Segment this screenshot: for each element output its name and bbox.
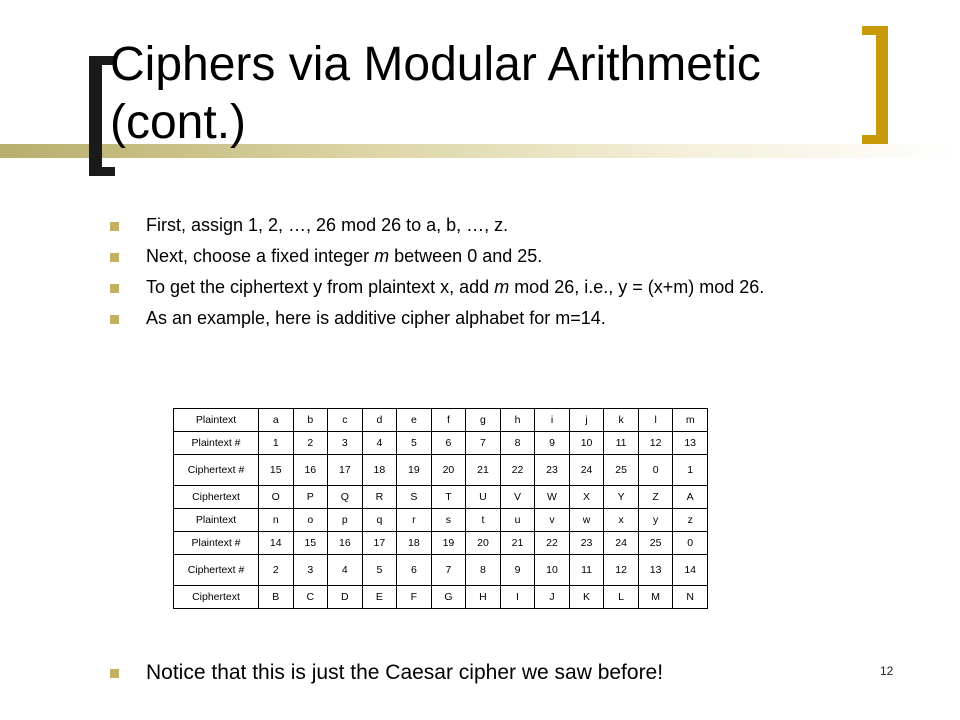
table-cell: R [362, 486, 397, 509]
square-bullet-icon [110, 284, 119, 293]
table-cell: P [293, 486, 328, 509]
table-row [174, 509, 708, 532]
table-cell: 24 [604, 532, 639, 555]
bullet-item [110, 274, 900, 301]
table-cell: M [638, 586, 673, 609]
table-cell: f [431, 409, 466, 432]
row-header-cell: Ciphertext # [174, 455, 259, 486]
table-cell: N [673, 586, 708, 609]
table-row [174, 532, 708, 555]
table-cell: C [293, 586, 328, 609]
table-cell: e [397, 409, 432, 432]
table-cell: 12 [604, 555, 639, 586]
table-cell: A [673, 486, 708, 509]
table-cell: q [362, 509, 397, 532]
table-cell: 3 [293, 555, 328, 586]
table-row [174, 455, 708, 486]
table-cell: 14 [673, 555, 708, 586]
table-cell: Z [638, 486, 673, 509]
table-cell: 9 [535, 432, 570, 455]
table-cell: 23 [569, 532, 604, 555]
table-cell: S [397, 486, 432, 509]
table-cell: 3 [328, 432, 363, 455]
table-cell: i [535, 409, 570, 432]
table-cell: O [259, 486, 294, 509]
table-cell: x [604, 509, 639, 532]
table-cell: 6 [431, 432, 466, 455]
bullet-text: First, assign 1, 2, …, 26 mod 26 to a, b, …, z. [146, 215, 509, 235]
table-cell: 17 [328, 455, 363, 486]
table-cell: E [362, 586, 397, 609]
row-header-cell: Plaintext [174, 409, 259, 432]
bullet-text-variable: m [374, 246, 390, 266]
table-cell: 10 [535, 555, 570, 586]
table-cell: 18 [362, 455, 397, 486]
row-header-cell: Ciphertext [174, 586, 259, 609]
bullet-item [110, 305, 900, 332]
table-cell: 4 [362, 432, 397, 455]
bullet-item [110, 212, 900, 239]
table-cell: 5 [362, 555, 397, 586]
table-cell: l [638, 409, 673, 432]
table-cell: 12 [638, 432, 673, 455]
table-cell: s [431, 509, 466, 532]
bullet-text-pre: Next, choose a fixed integer [146, 246, 375, 266]
table-cell: 23 [535, 455, 570, 486]
notice-bullet [110, 659, 846, 687]
table-cell: Q [328, 486, 363, 509]
table-cell: 7 [431, 555, 466, 586]
table-cell: H [466, 586, 501, 609]
bullet-text-post: mod 26, i.e., y = (x+m) mod 26. [509, 277, 765, 297]
table-cell: 16 [328, 532, 363, 555]
table-cell: b [293, 409, 328, 432]
table-cell: D [328, 586, 363, 609]
table-cell: 10 [569, 432, 604, 455]
table-cell: 13 [638, 555, 673, 586]
table-cell: h [500, 409, 535, 432]
bullet-list [110, 212, 900, 336]
table-cell: d [362, 409, 397, 432]
table-cell: 6 [397, 555, 432, 586]
square-bullet-icon [110, 253, 119, 262]
table-cell: 8 [500, 432, 535, 455]
table-cell: U [466, 486, 501, 509]
table-cell: 22 [500, 455, 535, 486]
table-cell: 17 [362, 532, 397, 555]
table-cell: o [293, 509, 328, 532]
table-cell: 13 [673, 432, 708, 455]
table-cell: G [431, 586, 466, 609]
row-header-cell: Ciphertext # [174, 555, 259, 586]
table-cell: 25 [638, 532, 673, 555]
table-cell: u [500, 509, 535, 532]
slide-title [110, 36, 850, 152]
square-bullet-icon [110, 222, 119, 231]
table-cell: B [259, 586, 294, 609]
table-cell: w [569, 509, 604, 532]
table-cell: 16 [293, 455, 328, 486]
table-cell: 15 [259, 455, 294, 486]
table-cell: t [466, 509, 501, 532]
page-number: 12 [880, 664, 894, 678]
table-cell: z [673, 509, 708, 532]
table-cell: 20 [431, 455, 466, 486]
table-cell: 8 [466, 555, 501, 586]
square-bullet-icon [110, 315, 119, 324]
table-cell: 5 [397, 432, 432, 455]
table-cell: j [569, 409, 604, 432]
table-cell: 22 [535, 532, 570, 555]
table-cell: 21 [500, 532, 535, 555]
table-cell: 11 [569, 555, 604, 586]
table-cell: 1 [673, 455, 708, 486]
table-cell: v [535, 509, 570, 532]
table-cell: L [604, 586, 639, 609]
table-cell: c [328, 409, 363, 432]
table-cell: 4 [328, 555, 363, 586]
table-cell: J [535, 586, 570, 609]
table-cell: I [500, 586, 535, 609]
slide-title-line1: Ciphers via Modular Arithmetic [110, 38, 761, 91]
cipher-alphabet-table [173, 408, 708, 609]
table-cell: n [259, 509, 294, 532]
table-row [174, 409, 708, 432]
bullet-text-pre: To get the ciphertext y from plaintext x, add [146, 277, 495, 297]
table-cell: 20 [466, 532, 501, 555]
notice-text: Notice that this is just the Caesar cipher we saw before! [146, 661, 664, 684]
table-row [174, 486, 708, 509]
table-cell: 0 [673, 532, 708, 555]
table-cell: 11 [604, 432, 639, 455]
row-header-cell: Plaintext # [174, 432, 259, 455]
table-cell: 14 [259, 532, 294, 555]
table-cell: m [673, 409, 708, 432]
bullet-item [110, 243, 900, 270]
table-cell: 19 [397, 455, 432, 486]
row-header-cell: Ciphertext [174, 486, 259, 509]
table-cell: 21 [466, 455, 501, 486]
table-cell: a [259, 409, 294, 432]
slide-title-line2: (cont.) [110, 96, 247, 149]
table-cell: p [328, 509, 363, 532]
table-cell: r [397, 509, 432, 532]
table-cell: T [431, 486, 466, 509]
table-cell: 2 [293, 432, 328, 455]
table-row [174, 555, 708, 586]
bullet-text: As an example, here is additive cipher alphabet for m=14. [146, 308, 606, 328]
table-cell: V [500, 486, 535, 509]
table-cell: X [569, 486, 604, 509]
table-cell: 9 [500, 555, 535, 586]
table-cell: Y [604, 486, 639, 509]
table-cell: 24 [569, 455, 604, 486]
table-cell: F [397, 586, 432, 609]
row-header-cell: Plaintext # [174, 532, 259, 555]
table-cell: 1 [259, 432, 294, 455]
row-header-cell: Plaintext [174, 509, 259, 532]
table-cell: y [638, 509, 673, 532]
table-cell: W [535, 486, 570, 509]
table-cell: K [569, 586, 604, 609]
bullet-text-post: between 0 and 25. [389, 246, 543, 266]
table-cell: k [604, 409, 639, 432]
table-cell: g [466, 409, 501, 432]
table-cell: 7 [466, 432, 501, 455]
table-cell: 15 [293, 532, 328, 555]
table-row [174, 432, 708, 455]
square-bullet-icon [110, 669, 119, 678]
table-row [174, 586, 708, 609]
table-cell: 0 [638, 455, 673, 486]
table-cell: 2 [259, 555, 294, 586]
table-cell: 18 [397, 532, 432, 555]
bullet-text-variable: m [494, 277, 510, 297]
table-cell: 25 [604, 455, 639, 486]
table-cell: 19 [431, 532, 466, 555]
